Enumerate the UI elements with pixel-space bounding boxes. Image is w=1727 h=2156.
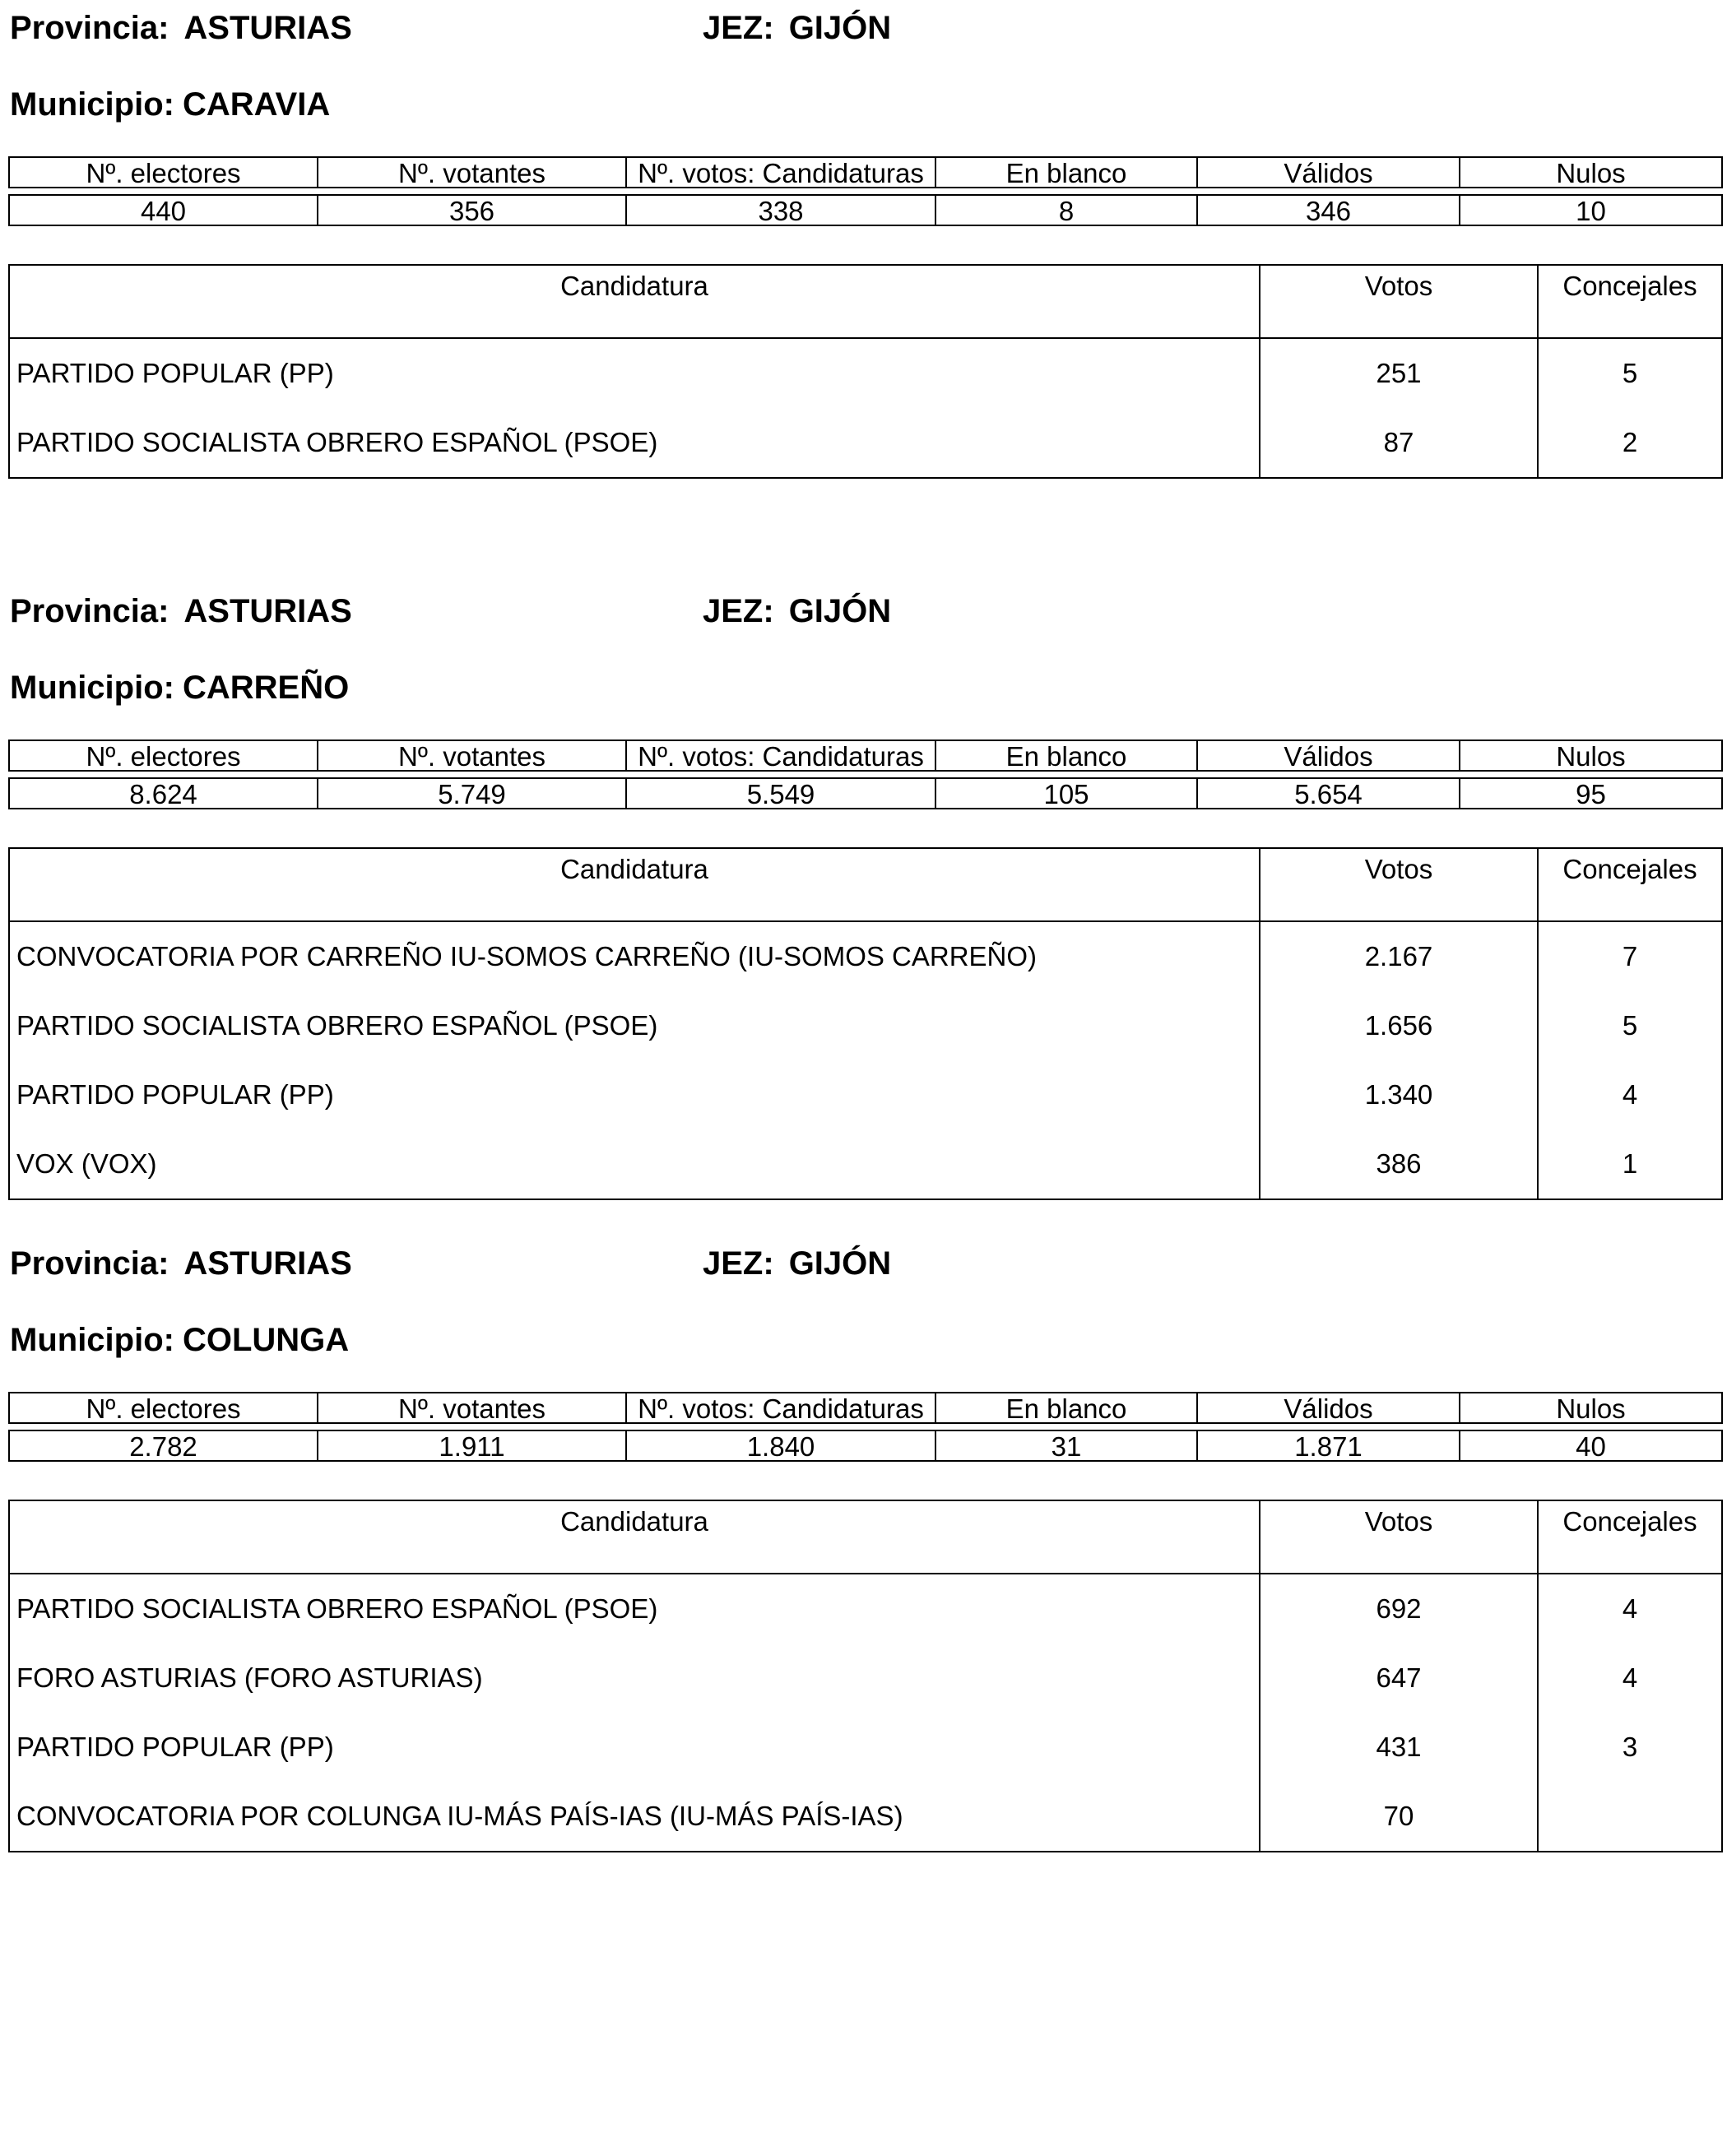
stats-table: [8, 156, 1723, 226]
results-header-row: [9, 265, 1722, 338]
municipio-value: COLUNGA: [182, 1322, 350, 1358]
table-row: [9, 1129, 1722, 1199]
stats-header: Nulos: [1460, 157, 1722, 188]
results-table: [8, 264, 1723, 479]
stats-value: 8: [935, 195, 1197, 225]
table-row: [9, 1713, 1722, 1782]
stats-header: Nulos: [1460, 740, 1722, 771]
stats-header-row: [9, 1393, 1722, 1423]
table-row: [9, 991, 1722, 1060]
candidatura-cell: PARTIDO SOCIALISTA OBRERO ESPAÑOL (PSOE): [9, 408, 1260, 478]
jez-label: JEZ:: [703, 10, 774, 46]
concejales-cell: 4: [1538, 1644, 1722, 1713]
concejales-cell: 1: [1538, 1129, 1722, 1199]
municipio-heading: [10, 1324, 349, 1356]
results-header-row: [9, 848, 1722, 921]
votos-cell: 251: [1260, 338, 1538, 408]
candidatura-header: Candidatura: [9, 1500, 1260, 1574]
candidatura-cell: PARTIDO SOCIALISTA OBRERO ESPAÑOL (PSOE): [9, 991, 1260, 1060]
stats-header-row: [9, 157, 1722, 188]
municipio-label: Municipio:: [10, 670, 174, 706]
votos-header: Votos: [1260, 1500, 1538, 1574]
stats-value: 95: [1460, 778, 1722, 809]
concejales-cell: 2: [1538, 408, 1722, 478]
candidatura-header: Candidatura: [9, 265, 1260, 338]
results-table: [8, 847, 1723, 1200]
concejales-header: Concejales: [1538, 848, 1722, 921]
stats-header: En blanco: [935, 740, 1197, 771]
stats-value: 5.654: [1197, 778, 1460, 809]
stats-header: Válidos: [1197, 157, 1460, 188]
stats-header: Válidos: [1197, 1393, 1460, 1423]
municipio-label: Municipio:: [10, 86, 174, 123]
stats-header-row: [9, 740, 1722, 771]
votos-cell: 1.340: [1260, 1060, 1538, 1129]
votos-cell: 431: [1260, 1713, 1538, 1782]
stats-header: Nº. votantes: [318, 157, 626, 188]
table-row: [9, 408, 1722, 478]
candidatura-cell: CONVOCATORIA POR COLUNGA IU-MÁS PAÍS-IAS (IU-MÁS PAÍS-IAS): [9, 1782, 1260, 1852]
jez-heading: [703, 1247, 891, 1280]
stats-table: [8, 1392, 1723, 1462]
table-row: [9, 1060, 1722, 1129]
candidatura-cell: PARTIDO POPULAR (PP): [9, 1713, 1260, 1782]
stats-value: 40: [1460, 1430, 1722, 1461]
stats-value: 31: [935, 1430, 1197, 1461]
votos-cell: 692: [1260, 1574, 1538, 1644]
stats-value: 338: [626, 195, 935, 225]
jez-value: GIJÓN: [788, 10, 892, 46]
candidatura-cell: PARTIDO POPULAR (PP): [9, 338, 1260, 408]
stats-header: Nº. electores: [9, 1393, 318, 1423]
stats-header: Nº. votos: Candidaturas: [626, 157, 935, 188]
table-row: [9, 1782, 1722, 1852]
stats-value-row: [9, 1430, 1722, 1461]
votos-cell: 87: [1260, 408, 1538, 478]
jez-value: GIJÓN: [788, 593, 892, 629]
stats-header: Nº. electores: [9, 740, 318, 771]
stats-value: 105: [935, 778, 1197, 809]
provincia-value: ASTURIAS: [183, 1245, 352, 1282]
stats-value: 1.871: [1197, 1430, 1460, 1461]
concejales-cell: 4: [1538, 1060, 1722, 1129]
provincia-heading: [10, 595, 352, 628]
jez-value: GIJÓN: [788, 1245, 892, 1282]
municipio-value: CARREÑO: [182, 670, 350, 706]
stats-header: Nº. votantes: [318, 1393, 626, 1423]
candidatura-cell: CONVOCATORIA POR CARREÑO IU-SOMOS CARREÑO (IU-SOMOS CARREÑO): [9, 921, 1260, 991]
provincia-value: ASTURIAS: [183, 10, 352, 46]
municipio-heading: [10, 671, 349, 704]
votos-cell: 1.656: [1260, 991, 1538, 1060]
concejales-cell: [1538, 1782, 1722, 1852]
votos-cell: 70: [1260, 1782, 1538, 1852]
table-row: [9, 1574, 1722, 1644]
provincia-value: ASTURIAS: [183, 593, 352, 629]
concejales-header: Concejales: [1538, 1500, 1722, 1574]
stats-header: Nº. votos: Candidaturas: [626, 740, 935, 771]
candidatura-cell: FORO ASTURIAS (FORO ASTURIAS): [9, 1644, 1260, 1713]
municipio-heading: [10, 88, 330, 121]
stats-value: 1.911: [318, 1430, 626, 1461]
provincia-heading: [10, 1247, 352, 1280]
stats-header: Nº. votantes: [318, 740, 626, 771]
stats-header: En blanco: [935, 1393, 1197, 1423]
provincia-label: Provincia:: [10, 10, 169, 46]
votos-header: Votos: [1260, 848, 1538, 921]
results-table: [8, 1500, 1723, 1852]
stats-value: 8.624: [9, 778, 318, 809]
candidatura-cell: PARTIDO POPULAR (PP): [9, 1060, 1260, 1129]
votos-cell: 647: [1260, 1644, 1538, 1713]
jez-heading: [703, 12, 891, 44]
stats-value-row: [9, 195, 1722, 225]
stats-value: 2.782: [9, 1430, 318, 1461]
stats-header: Nulos: [1460, 1393, 1722, 1423]
stats-header: Válidos: [1197, 740, 1460, 771]
stats-table: [8, 740, 1723, 809]
concejales-header: Concejales: [1538, 265, 1722, 338]
concejales-cell: 7: [1538, 921, 1722, 991]
municipio-value: CARAVIA: [182, 86, 331, 123]
provincia-label: Provincia:: [10, 1245, 169, 1282]
concejales-cell: 3: [1538, 1713, 1722, 1782]
stats-header: Nº. votos: Candidaturas: [626, 1393, 935, 1423]
concejales-cell: 5: [1538, 338, 1722, 408]
stats-value: 5.749: [318, 778, 626, 809]
candidatura-cell: VOX (VOX): [9, 1129, 1260, 1199]
concejales-cell: 5: [1538, 991, 1722, 1060]
stats-value: 346: [1197, 195, 1460, 225]
stats-value: 1.840: [626, 1430, 935, 1461]
stats-value-row: [9, 778, 1722, 809]
table-row: [9, 1644, 1722, 1713]
table-row: [9, 921, 1722, 991]
stats-value: 10: [1460, 195, 1722, 225]
stats-header: En blanco: [935, 157, 1197, 188]
provincia-heading: [10, 12, 352, 44]
municipio-label: Municipio:: [10, 1322, 174, 1358]
votos-cell: 2.167: [1260, 921, 1538, 991]
results-header-row: [9, 1500, 1722, 1574]
votos-header: Votos: [1260, 265, 1538, 338]
votos-cell: 386: [1260, 1129, 1538, 1199]
stats-header: Nº. electores: [9, 157, 318, 188]
concejales-cell: 4: [1538, 1574, 1722, 1644]
jez-heading: [703, 595, 891, 628]
stats-value: 5.549: [626, 778, 935, 809]
candidatura-cell: PARTIDO SOCIALISTA OBRERO ESPAÑOL (PSOE): [9, 1574, 1260, 1644]
jez-label: JEZ:: [703, 1245, 774, 1282]
provincia-label: Provincia:: [10, 593, 169, 629]
stats-value: 440: [9, 195, 318, 225]
stats-value: 356: [318, 195, 626, 225]
table-row: [9, 338, 1722, 408]
candidatura-header: Candidatura: [9, 848, 1260, 921]
jez-label: JEZ:: [703, 593, 774, 629]
